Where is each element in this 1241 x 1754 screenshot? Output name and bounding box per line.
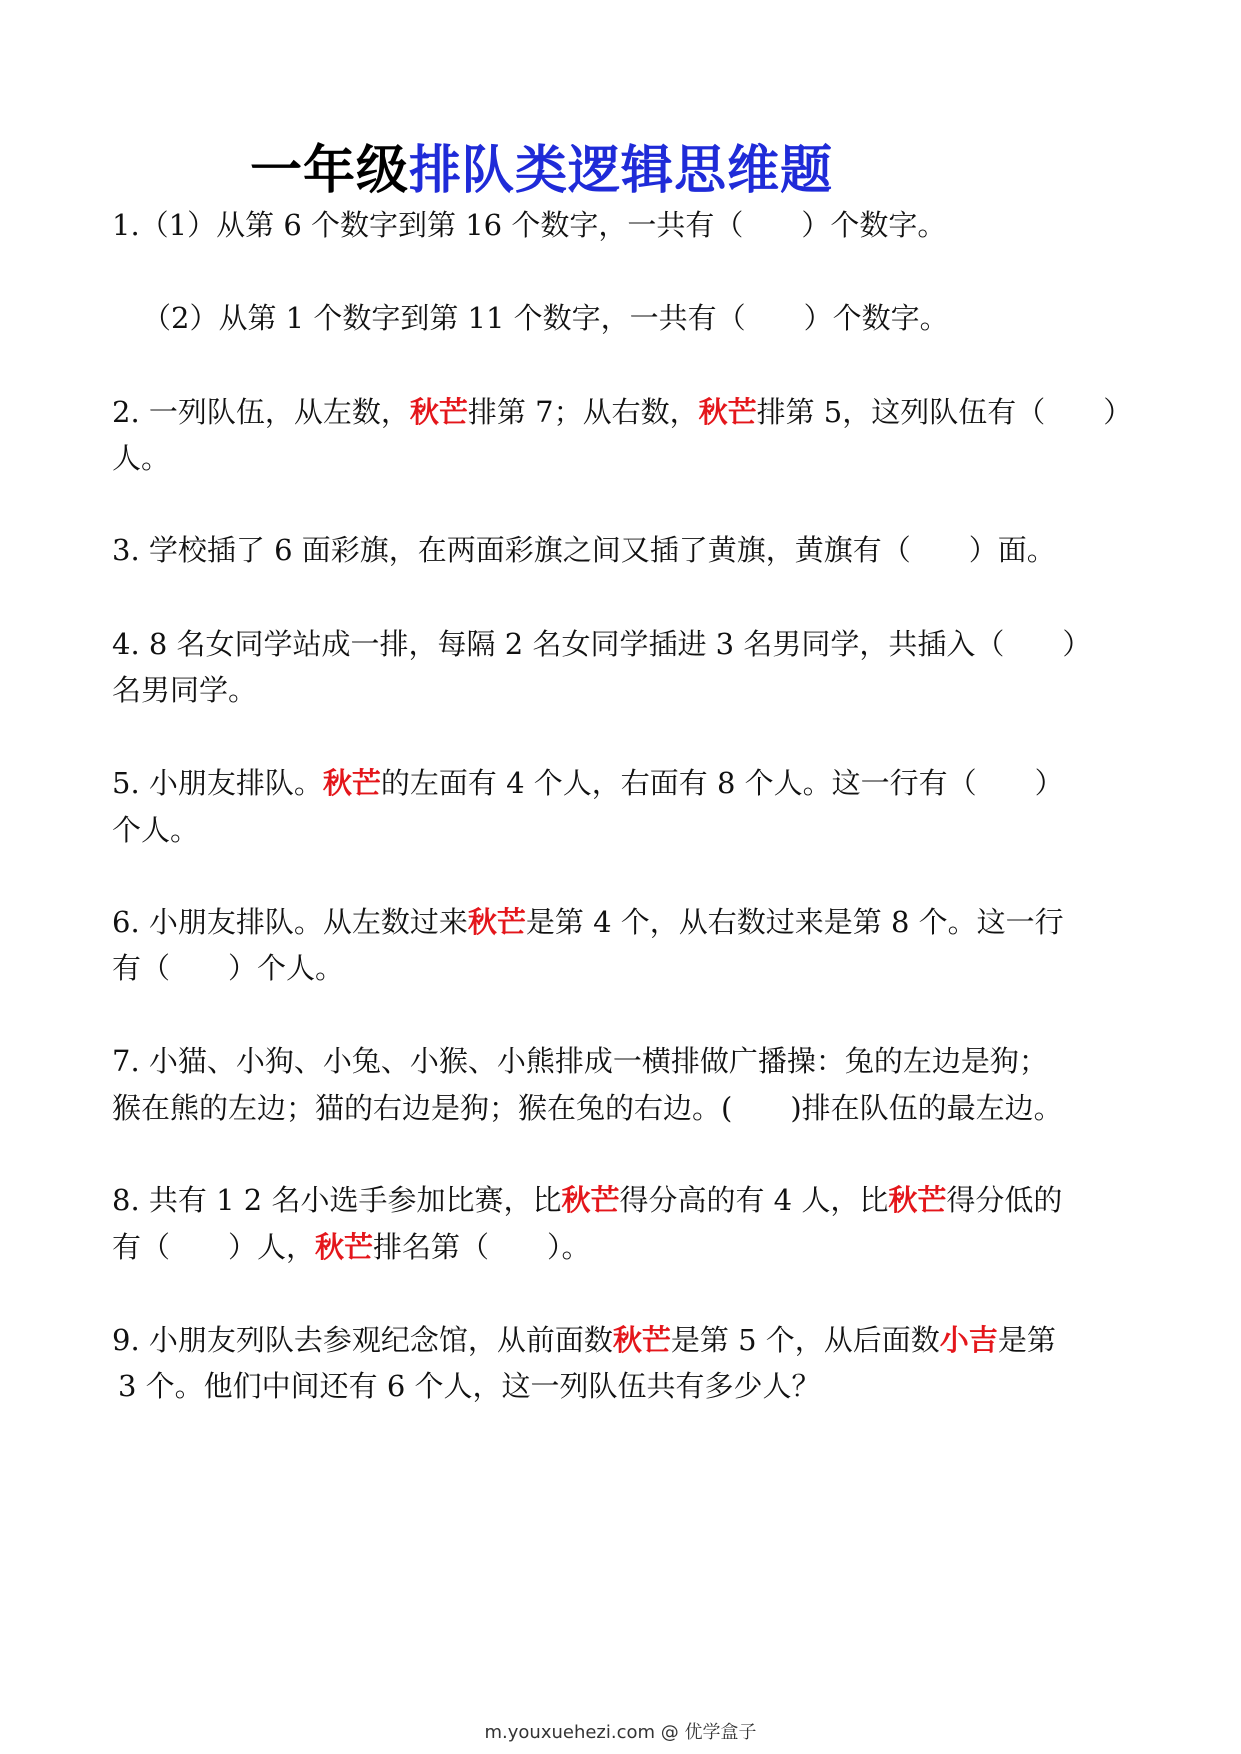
question-1-part-1: 1.（1）从第 6 个数字到第 16 个数字，一共有（ ）个数字。 [112, 208, 947, 242]
footer-source: m.youxuehezi.com @ 优学盒子 [484, 1722, 757, 1743]
highlight-name: 秋芒 [612, 1323, 671, 1357]
question-text: 2. 一列队伍，从左数， [112, 395, 410, 429]
question-text: 9. 小朋友列队去参观纪念馆，从前面数 [112, 1323, 613, 1357]
highlight-name: 小吉 [939, 1323, 998, 1357]
question-text: 的左面有 4 个人，右面有 8 个人。这一行有（ ） [380, 766, 1064, 800]
question-8-line-2 [112, 1229, 1132, 1265]
highlight-name: 秋芒 [698, 395, 757, 429]
question-2-line-2: 人。 [112, 441, 171, 475]
question-6-line-2: 有（ ）个人。 [112, 951, 345, 985]
highlight-name: 秋芒 [315, 1230, 374, 1264]
title-part-black: 一年级 [250, 141, 410, 201]
highlight-name: 秋芒 [561, 1183, 620, 1217]
question-text: 排名第（ ）。 [373, 1230, 591, 1264]
question-9-line-1 [112, 1322, 1132, 1358]
highlight-name: 秋芒 [888, 1183, 947, 1217]
question-text: 排第 5，这列队伍有（ ） [756, 395, 1133, 429]
question-6-line-1 [112, 904, 1132, 940]
question-4-line-1: 4. 8 名女同学站成一排，每隔 2 名女同学插进 3 名男同学，共插入（ ） [112, 627, 1092, 661]
question-text: 是第 4 个，从右数过来是第 8 个。这一行 [525, 905, 1064, 939]
highlight-name: 秋芒 [467, 905, 526, 939]
question-5-line-2: 个人。 [112, 813, 200, 847]
highlight-name: 秋芒 [409, 395, 468, 429]
question-1-part-2: （2）从第 1 个数字到第 11 个数字，一共有（ ）个数字。 [142, 301, 949, 335]
question-8-line-1 [112, 1182, 1132, 1218]
question-3: 3. 学校插了 6 面彩旗，在两面彩旗之间又插了黄旗，黄旗有（ ）面。 [112, 533, 1056, 567]
question-5-line-1 [112, 765, 1132, 801]
question-text: 是第 5 个，从后面数 [670, 1323, 940, 1357]
question-7-line-2: 猴在熊的左边；猫的右边是狗；猴在兔的右边。( )排在队伍的最左边。 [112, 1091, 1063, 1125]
title-part-blue: 排队类逻辑思维题 [409, 141, 834, 201]
question-9-line-2: 3 个。他们中间还有 6 个人，这一列队伍共有多少人？ [118, 1369, 821, 1403]
question-text: 8. 共有 1 2 名小选手参加比赛，比 [112, 1183, 562, 1217]
question-text: 5. 小朋友排队。 [112, 766, 323, 800]
question-7-line-1: 7. 小猫、小狗、小兔、小猴、小熊排成一横排做广播操：兔的左边是狗； [112, 1044, 1048, 1078]
question-2-line-1 [112, 394, 1132, 430]
highlight-name: 秋芒 [322, 766, 381, 800]
question-4-line-2: 名男同学。 [112, 673, 258, 707]
question-text: 排第 7；从右数， [467, 395, 699, 429]
question-text: 得分高的有 4 人，比 [619, 1183, 889, 1217]
question-text: 6. 小朋友排队。从左数过来 [112, 905, 468, 939]
page-title [250, 128, 833, 203]
question-text: 有（ ）人， [112, 1230, 316, 1264]
question-text: 是第 [997, 1323, 1056, 1357]
question-text: 得分低的 [946, 1183, 1063, 1217]
